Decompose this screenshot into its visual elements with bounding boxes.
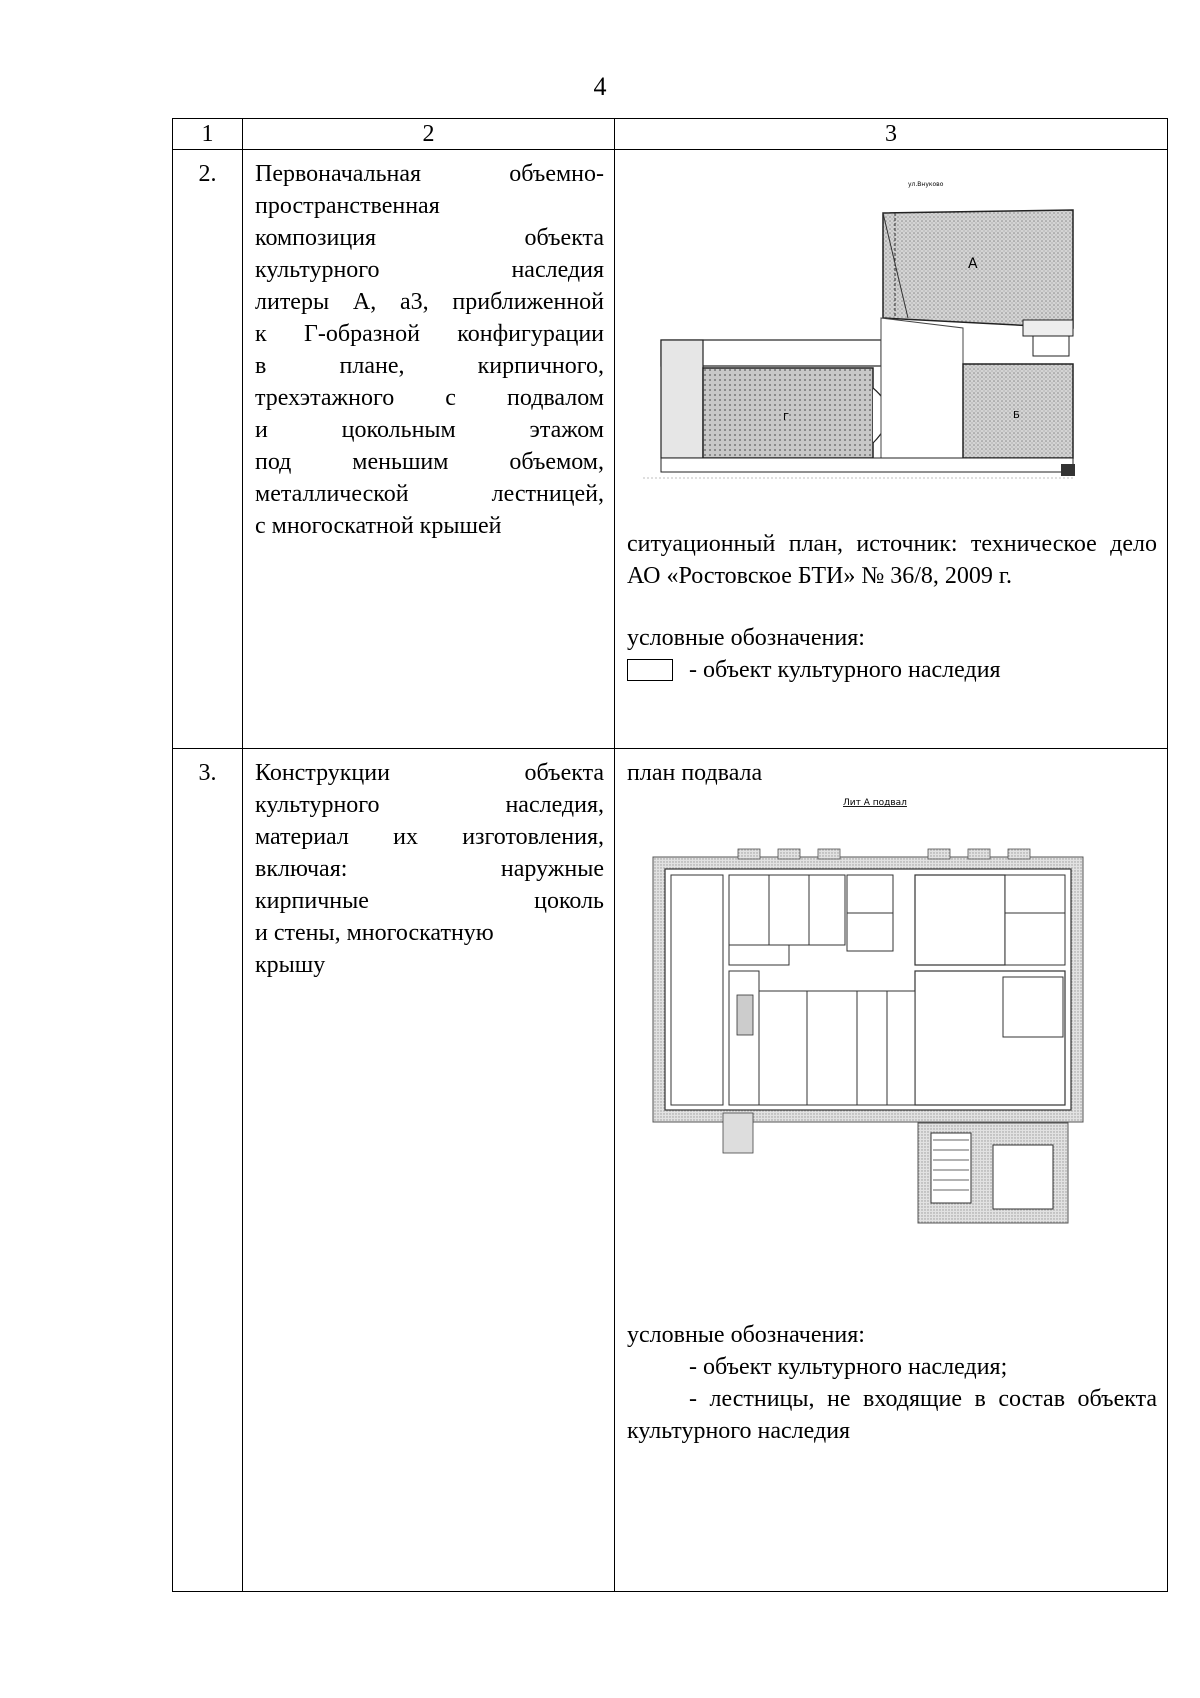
header-col-3: 3: [615, 119, 1168, 150]
legend-item: [627, 654, 1157, 686]
row-illustration: [615, 749, 1168, 1592]
desc-line: к Г-образной конфигурации: [255, 321, 604, 347]
desc-line: и стены, многоскатную: [255, 920, 494, 946]
desc-line: трехэтажного с подвалом: [255, 385, 604, 411]
desc-line: композиция объекта: [255, 225, 604, 251]
letter-b-label: Б: [1013, 410, 1020, 421]
document-table: [172, 118, 1168, 1592]
desc-line: с многоскатной крышей: [255, 513, 502, 539]
legend-title: условные обозначения:: [627, 1322, 865, 1348]
legend-item-label: - объект культурного наследия: [689, 657, 1001, 683]
row-number: 3.: [173, 749, 243, 1592]
desc-line: Первоначальная объемно-: [255, 161, 604, 187]
legend-item: - лестницы, не входящие в состав объекта культурного наследия: [627, 1386, 1157, 1444]
desc-line: культурного наследия,: [255, 792, 604, 818]
plan-caption: план подвала: [627, 760, 763, 786]
desc-line: материал их изготовления,: [255, 824, 604, 850]
legend-item: - объект культурного наследия;: [689, 1354, 1008, 1380]
row-illustration: [615, 150, 1168, 749]
row-description: [243, 150, 615, 749]
table-row: [173, 749, 1168, 1592]
desc-line: Конструкции объекта: [255, 760, 604, 786]
desc-line: в плане, кирпичного,: [255, 353, 604, 379]
desc-line: крышу: [255, 952, 326, 978]
desc-line: пространственная: [255, 193, 440, 219]
legend-swatch: [627, 659, 673, 681]
row-description: [243, 749, 615, 1592]
plan-source-caption: ситуационный план, источник: техническое дело АО «Ростовское БТИ» № 36/8, 2009 г.: [627, 531, 1157, 589]
legend-title: условные обозначения:: [627, 625, 865, 651]
desc-line: металлической лестницей,: [255, 481, 604, 507]
desc-line: включая: наружные: [255, 856, 604, 882]
header-col-1: 1: [173, 119, 243, 150]
table-row: [173, 150, 1168, 749]
desc-line: кирпичные цоколь: [255, 888, 604, 914]
desc-line: под меньшим объемом,: [255, 449, 604, 475]
situational-plan-image: [633, 168, 1093, 488]
basement-plan-image: [633, 795, 1093, 1275]
header-col-2: 2: [243, 119, 615, 150]
letter-g-label: Г: [783, 412, 790, 423]
desc-line: литеры А, а3, приближенной: [255, 289, 604, 315]
row-number: 2.: [173, 150, 243, 749]
letter-a-label: А: [968, 256, 978, 272]
desc-line: и цокольным этажом: [255, 417, 604, 443]
desc-line: культурного наследия: [255, 257, 604, 283]
table-header-row: [173, 119, 1168, 150]
page-number: 4: [593, 72, 607, 101]
street-label: ул.Внуково: [908, 181, 944, 188]
plan-title: Лит А подвал: [843, 798, 907, 808]
